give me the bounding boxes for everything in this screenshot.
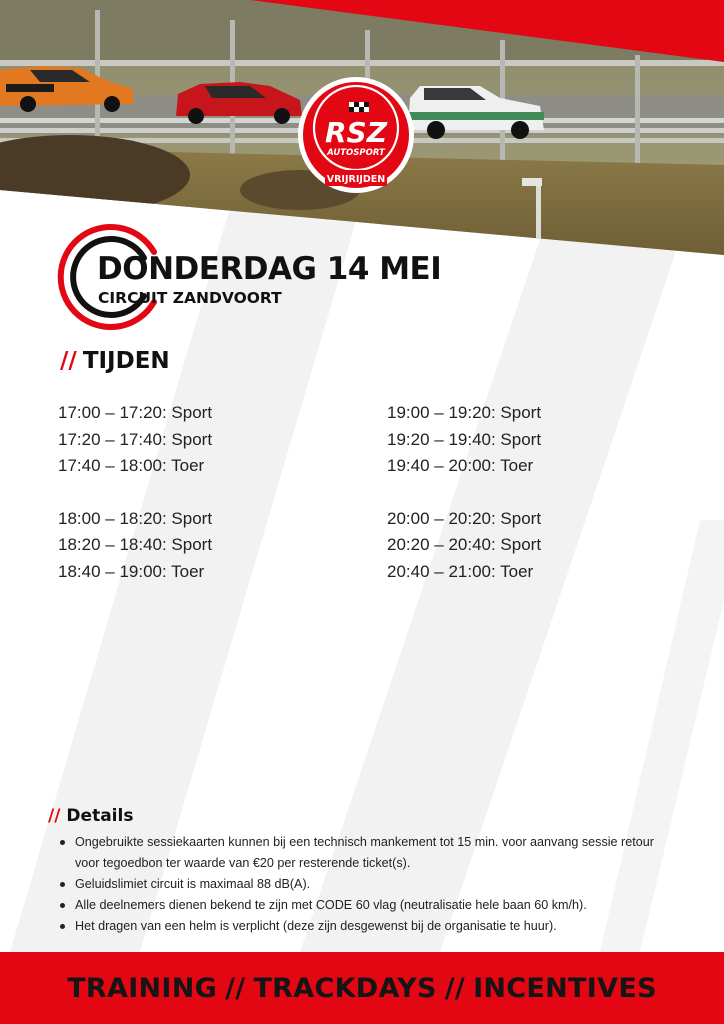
svg-text:RSZ: RSZ bbox=[324, 116, 388, 149]
schedule-row: 18:20 – 18:40: Sport bbox=[58, 535, 213, 554]
schedule-row: 20:40 – 21:00: Toer bbox=[387, 561, 534, 581]
details-list bbox=[58, 832, 678, 937]
slash-mark: // bbox=[60, 348, 77, 374]
schedule-row: 18:00 – 18:20: Sport bbox=[58, 508, 213, 528]
details-item: Geluidslimiet circuit is maximaal 88 dB(A). bbox=[58, 874, 678, 895]
schedule-row: 19:40 – 20:00: Toer bbox=[387, 456, 534, 475]
svg-text:AUTOSPORT: AUTOSPORT bbox=[327, 148, 385, 158]
svg-text:VRIJRIJDEN: VRIJRIJDEN bbox=[326, 174, 386, 185]
schedule-row: 17:40 – 18:00: Toer bbox=[58, 456, 205, 475]
details-heading: // Details bbox=[48, 806, 134, 826]
tijden-heading: // TIJDEN bbox=[60, 348, 170, 374]
rsz-logo bbox=[297, 76, 415, 194]
schedule-row: 19:20 – 19:40: Sport bbox=[387, 429, 542, 449]
schedule-row: 20:00 – 20:20: Sport bbox=[387, 508, 542, 528]
event-title: DONDERDAG 14 MEI bbox=[97, 251, 442, 287]
schedule-row: 18:40 – 19:00: Toer bbox=[58, 561, 205, 581]
details-item: Het dragen van een helm is verplicht (deze zijn desgewenst bij de organisatie te huur). bbox=[58, 916, 678, 937]
details-item: Ongebruikte sessiekaarten kunnen bij een technisch mankement tot 15 min. voor aanvang sessie retour voor tegoedbon ter waarde van €20 per resterende ticket(s). bbox=[58, 832, 678, 874]
schedule-row: 19:00 – 19:20: Sport bbox=[387, 403, 542, 422]
schedule-column-right bbox=[387, 400, 541, 585]
details-item: Alle deelnemers dienen bekend te zijn met CODE 60 vlag (neutralisatie hele baan 60 km/h). bbox=[58, 895, 678, 916]
footer-tagline: TRAINING // TRACKDAYS // INCENTIVES bbox=[67, 972, 657, 1004]
schedule-row: 20:20 – 20:40: Sport bbox=[387, 535, 542, 554]
schedule-row: 17:00 – 17:20: Sport bbox=[58, 403, 213, 422]
checkered-flag-icon bbox=[349, 102, 369, 112]
schedule-row: 17:20 – 17:40: Sport bbox=[58, 429, 213, 449]
slash-mark: // bbox=[48, 806, 61, 826]
schedule-column-left bbox=[58, 400, 212, 585]
footer-banner bbox=[0, 952, 724, 1024]
event-location: CIRCUIT ZANDVOORT bbox=[98, 289, 282, 307]
